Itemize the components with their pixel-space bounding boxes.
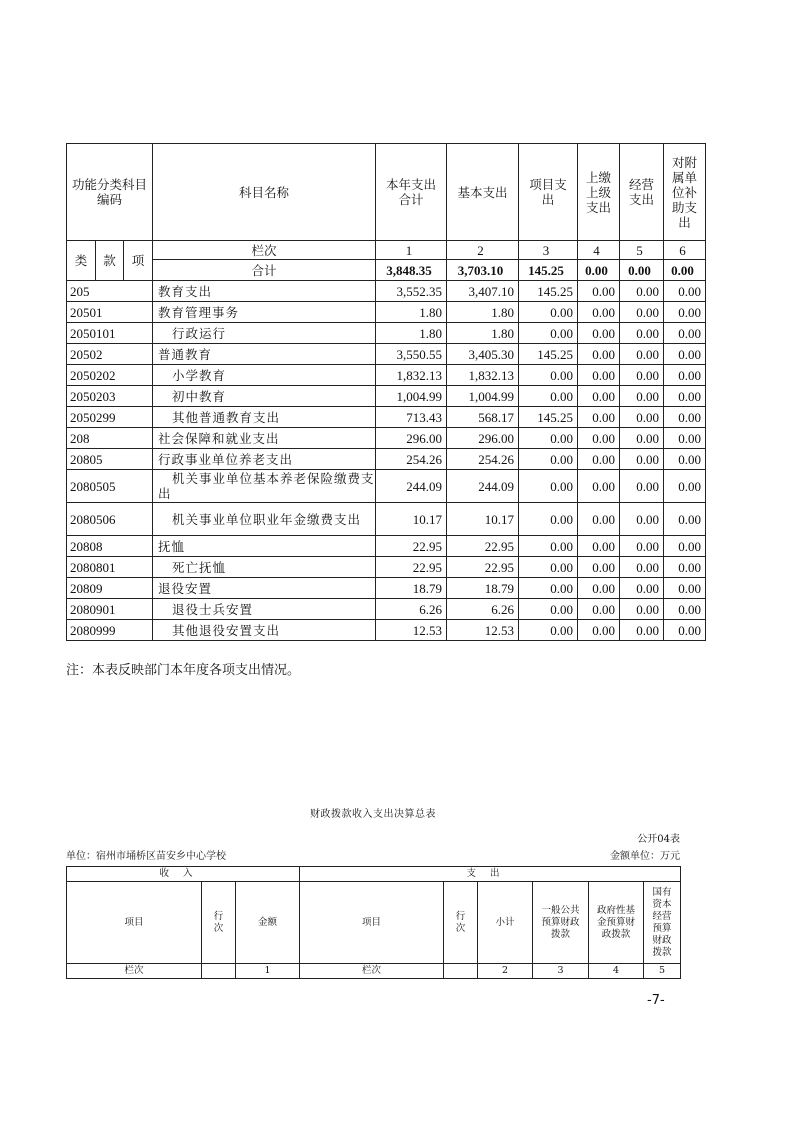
- income-row-no-header: 行次: [202, 882, 236, 964]
- row-value: 0.00: [664, 302, 706, 323]
- row-value: 0.00: [664, 557, 706, 578]
- row-value: 0.00: [620, 599, 664, 620]
- sum-value: 3,703.10: [447, 260, 519, 281]
- row-value: 0.00: [519, 428, 578, 449]
- row-value: 3,407.10: [447, 281, 519, 302]
- row-value: 0.00: [578, 344, 620, 365]
- subtotal-header: 小计: [478, 882, 533, 964]
- row-value: 1.80: [376, 302, 447, 323]
- row-value: 22.95: [376, 536, 447, 557]
- expense-row-no-header: 行次: [444, 882, 478, 964]
- row-value: 0.00: [578, 281, 620, 302]
- income-column-no-label: 栏次: [67, 964, 202, 979]
- row-value: 713.43: [376, 407, 447, 428]
- row-value: 12.53: [376, 620, 447, 641]
- row-value: 0.00: [519, 536, 578, 557]
- column-no: 2: [447, 241, 519, 260]
- row-value: 6.26: [447, 599, 519, 620]
- row-value: 0.00: [578, 365, 620, 386]
- row-value: 0.00: [519, 365, 578, 386]
- row-value: 296.00: [376, 428, 447, 449]
- row-value: 22.95: [447, 536, 519, 557]
- row-value: 1.80: [447, 302, 519, 323]
- row-value: 0.00: [664, 386, 706, 407]
- column-no: 4: [578, 241, 620, 260]
- row-name: 教育支出: [153, 281, 376, 302]
- row-value: 254.26: [447, 449, 519, 470]
- table-row: [67, 407, 706, 428]
- row-value: 0.00: [519, 620, 578, 641]
- sum-value: 0.00: [620, 260, 664, 281]
- row-value: 0.00: [664, 578, 706, 599]
- form-number: 公开04表: [637, 834, 680, 845]
- row-value: 3,550.55: [376, 344, 447, 365]
- sum-value: 3,848.35: [376, 260, 447, 281]
- row-code: 2050203: [67, 386, 153, 407]
- row-code: 2080505: [67, 470, 153, 503]
- table-row: [67, 503, 706, 536]
- table-row: [67, 557, 706, 578]
- subtotal-no: 2: [478, 964, 533, 979]
- row-value: 0.00: [620, 323, 664, 344]
- row-code: 20809: [67, 578, 153, 599]
- row-name: 行政事业单位养老支出: [153, 449, 376, 470]
- unit-label: 单位：宿州市埇桥区苗安乡中心学校: [66, 851, 226, 862]
- row-value: 1.80: [447, 323, 519, 344]
- row-value: 1,004.99: [447, 386, 519, 407]
- row-value: 0.00: [578, 470, 620, 503]
- row-code: 2080506: [67, 503, 153, 536]
- row-name: 死亡抚恤: [153, 557, 376, 578]
- fiscal-table-title: 财政拨款收入支出决算总表: [310, 809, 436, 820]
- column-no: 6: [664, 241, 706, 260]
- row-value: 0.00: [620, 302, 664, 323]
- income-header: 收入: [67, 867, 300, 882]
- row-value: 0.00: [620, 449, 664, 470]
- row-value: 0.00: [519, 302, 578, 323]
- row-value: 0.00: [664, 365, 706, 386]
- row-value: 0.00: [578, 599, 620, 620]
- header-kuan: 款: [96, 241, 124, 281]
- row-value: 244.09: [376, 470, 447, 503]
- row-value: 0.00: [519, 599, 578, 620]
- row-value: 10.17: [376, 503, 447, 536]
- row-value: 0.00: [578, 386, 620, 407]
- row-value: 0.00: [664, 503, 706, 536]
- table-row: [67, 386, 706, 407]
- table-row: [67, 536, 706, 557]
- table-note: 注：本表反映部门本年度各项支出情况。: [66, 663, 301, 678]
- row-value: 0.00: [578, 407, 620, 428]
- row-name: 抚恤: [153, 536, 376, 557]
- row-name: 行政运行: [153, 323, 376, 344]
- row-value: 1,832.13: [447, 365, 519, 386]
- header-upper: 上缴上级支出: [578, 144, 620, 241]
- row-value: 0.00: [664, 599, 706, 620]
- header-lei: 类: [67, 241, 96, 281]
- gov-fund-header: 政府性基金预算财政拨款: [589, 882, 644, 964]
- table-row: [67, 281, 706, 302]
- header-xiang: 项: [124, 241, 153, 281]
- row-value: 0.00: [578, 620, 620, 641]
- fiscal-table: [66, 866, 681, 979]
- row-value: 145.25: [519, 407, 578, 428]
- row-value: 1,004.99: [376, 386, 447, 407]
- row-value: 3,405.30: [447, 344, 519, 365]
- row-value: 22.95: [447, 557, 519, 578]
- row-code: 208: [67, 428, 153, 449]
- row-value: 0.00: [519, 470, 578, 503]
- row-value: 0.00: [664, 407, 706, 428]
- row-value: 0.00: [664, 620, 706, 641]
- row-name: 退役安置: [153, 578, 376, 599]
- income-item-header: 项目: [67, 882, 202, 964]
- row-value: 0.00: [620, 620, 664, 641]
- row-code: 2050101: [67, 323, 153, 344]
- table-row: [67, 302, 706, 323]
- income-row-no-cell: [202, 964, 236, 979]
- row-name: 其他退役安置支出: [153, 620, 376, 641]
- row-code: 20502: [67, 344, 153, 365]
- expense-column-no-label: 栏次: [300, 964, 444, 979]
- expense-table: [66, 143, 706, 641]
- table-row: [67, 323, 706, 344]
- row-value: 0.00: [578, 302, 620, 323]
- header-name: 科目名称: [153, 144, 376, 241]
- row-value: 0.00: [664, 536, 706, 557]
- table-row: [67, 620, 706, 641]
- row-value: 145.25: [519, 281, 578, 302]
- header-total: 本年支出合计: [376, 144, 447, 241]
- general-public-no: 3: [533, 964, 589, 979]
- row-value: 0.00: [664, 323, 706, 344]
- row-name: 社会保障和就业支出: [153, 428, 376, 449]
- row-value: 18.79: [447, 578, 519, 599]
- row-value: 0.00: [664, 344, 706, 365]
- row-value: 0.00: [620, 557, 664, 578]
- table-row: [67, 344, 706, 365]
- row-code: 20501: [67, 302, 153, 323]
- row-name: 小学教育: [153, 365, 376, 386]
- row-code: 2080901: [67, 599, 153, 620]
- row-code: 20805: [67, 449, 153, 470]
- page-number: -7-: [647, 993, 665, 1008]
- header-code: 功能分类科目编码: [67, 144, 153, 241]
- row-value: 0.00: [578, 503, 620, 536]
- row-value: 0.00: [620, 578, 664, 599]
- expense-header: 支出: [300, 867, 681, 882]
- row-code: 2080999: [67, 620, 153, 641]
- column-no: 3: [519, 241, 578, 260]
- income-amount-header: 金额: [236, 882, 300, 964]
- row-value: 1,832.13: [376, 365, 447, 386]
- sum-value: 145.25: [519, 260, 578, 281]
- column-no-label: 栏次: [153, 241, 376, 260]
- column-no: 1: [376, 241, 447, 260]
- row-value: 0.00: [578, 536, 620, 557]
- table-row: [67, 428, 706, 449]
- header-basic: 基本支出: [447, 144, 519, 241]
- row-value: 0.00: [578, 449, 620, 470]
- row-value: 0.00: [578, 557, 620, 578]
- row-value: 10.17: [447, 503, 519, 536]
- row-name: 机关事业单位基本养老保险缴费支出: [153, 470, 376, 503]
- row-value: 0.00: [620, 503, 664, 536]
- row-value: 18.79: [376, 578, 447, 599]
- row-value: 3,552.35: [376, 281, 447, 302]
- expense-item-header: 项目: [300, 882, 444, 964]
- gov-fund-no: 4: [589, 964, 644, 979]
- row-value: 296.00: [447, 428, 519, 449]
- row-value: 1.80: [376, 323, 447, 344]
- table-row: [67, 365, 706, 386]
- row-value: 12.53: [447, 620, 519, 641]
- row-name: 其他普通教育支出: [153, 407, 376, 428]
- row-code: 205: [67, 281, 153, 302]
- sum-label: 合计: [153, 260, 376, 281]
- column-no: 5: [620, 241, 664, 260]
- row-value: 0.00: [620, 470, 664, 503]
- row-value: 0.00: [578, 428, 620, 449]
- row-value: 0.00: [578, 323, 620, 344]
- row-value: 0.00: [519, 503, 578, 536]
- row-code: 2050202: [67, 365, 153, 386]
- row-value: 145.25: [519, 344, 578, 365]
- row-value: 0.00: [620, 386, 664, 407]
- row-value: 0.00: [664, 428, 706, 449]
- row-value: 0.00: [664, 281, 706, 302]
- row-name: 机关事业单位职业年金缴费支出: [153, 503, 376, 536]
- header-business: 经营支出: [620, 144, 664, 241]
- table-row: [67, 599, 706, 620]
- row-value: 254.26: [376, 449, 447, 470]
- header-project: 项目支出: [519, 144, 578, 241]
- table-row: [67, 578, 706, 599]
- amount-unit: 金额单位：万元: [610, 851, 680, 862]
- row-value: 0.00: [620, 281, 664, 302]
- row-name: 退役士兵安置: [153, 599, 376, 620]
- row-value: 568.17: [447, 407, 519, 428]
- row-value: 0.00: [519, 578, 578, 599]
- row-name: 教育管理事务: [153, 302, 376, 323]
- header-subsidiary: 对附属单位补助支出: [664, 144, 706, 241]
- income-amount-no: 1: [236, 964, 300, 979]
- row-name: 普通教育: [153, 344, 376, 365]
- expense-row-no-cell: [444, 964, 478, 979]
- row-code: 2050299: [67, 407, 153, 428]
- row-value: 0.00: [578, 578, 620, 599]
- row-value: 0.00: [519, 449, 578, 470]
- row-value: 0.00: [620, 536, 664, 557]
- row-code: 20808: [67, 536, 153, 557]
- general-public-header: 一般公共预算财政拨款: [533, 882, 589, 964]
- row-value: 0.00: [620, 344, 664, 365]
- row-value: 0.00: [620, 428, 664, 449]
- row-value: 0.00: [664, 470, 706, 503]
- sum-value: 0.00: [664, 260, 706, 281]
- row-value: 6.26: [376, 599, 447, 620]
- state-capital-no: 5: [644, 964, 681, 979]
- row-value: 0.00: [664, 449, 706, 470]
- row-value: 244.09: [447, 470, 519, 503]
- row-name: 初中教育: [153, 386, 376, 407]
- table-row: [67, 449, 706, 470]
- row-value: 0.00: [519, 557, 578, 578]
- sum-value: 0.00: [578, 260, 620, 281]
- state-capital-header: 国有资本经营预算财政拨款: [644, 882, 681, 964]
- row-code: 2080801: [67, 557, 153, 578]
- row-value: 22.95: [376, 557, 447, 578]
- row-value: 0.00: [519, 386, 578, 407]
- row-value: 0.00: [620, 407, 664, 428]
- row-value: 0.00: [519, 323, 578, 344]
- row-value: 0.00: [620, 365, 664, 386]
- table-row: [67, 470, 706, 503]
